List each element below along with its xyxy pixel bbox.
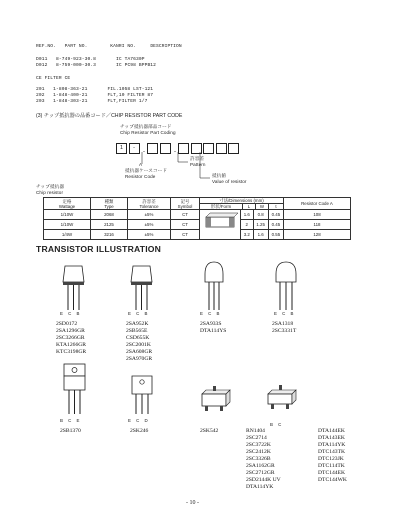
part-list: 2SA933S DTA114YS <box>200 321 227 334</box>
filter-title: CE FILTER CE <box>36 76 71 81</box>
pin-labels: B C <box>270 422 284 427</box>
pin-labels: E C B <box>200 311 222 316</box>
chip-resistor-table <box>43 197 351 240</box>
to220-transistor-icon <box>60 362 90 418</box>
page-number: - 10 - <box>186 500 199 506</box>
chip-shape-icon <box>200 211 240 237</box>
pin-labels: E C B <box>274 311 296 316</box>
part-list: RN1404 2SC2714 2SC3722K 2SC2412K 2SC3326B 2SA1162GR 2SC2712GR 2SD2144K UV DTA114YK <box>246 428 281 490</box>
filter-row: 203 1-848-303-21 FLT,FILTER 1/7 <box>36 99 148 104</box>
col-kanri-no: KANRI NO. <box>110 44 137 49</box>
part-list: 2SB1370 <box>60 428 81 434</box>
col-ref-no: REF.NO. <box>36 44 56 49</box>
filter-row: 201 1-808-363-21 FIL.1058 LST-121 <box>36 87 154 92</box>
chip-resistor-title: (3) チップ抵抗器の品番コード／CHIP RESISTOR PART CODE <box>36 113 183 119</box>
part-list: 2SA1318 2SC3331T <box>272 321 297 334</box>
section-heading: TRANSISTOR ILLUSTRATION <box>36 244 162 254</box>
table-row: 1/4W 3216 ±5% CT 3.2 1.6 0.55 128 <box>44 230 351 240</box>
to92-rounded-transistor-icon <box>270 258 304 314</box>
part-list: 2SK246 <box>130 428 149 434</box>
case-letter: A <box>139 162 143 167</box>
col-part-no: PART NO. <box>64 44 88 49</box>
chip-table-title-en: Chip resistor <box>36 190 64 195</box>
table-row: 1/10W 2068 ±5% CT 1.6 0.8 0.45 108 <box>44 210 351 220</box>
table-header-row: 定格 Wattage 種類 Type 許容差 Tolerance 記号 Symbol 寸法/Dimensions (mm) 形状/Form L W t Resistor Code A <box>44 198 351 210</box>
resistor-jp: 抵抗値 <box>212 173 227 178</box>
case-en: Resistor Code <box>125 174 156 179</box>
to92-rounded-transistor-icon <box>200 258 230 314</box>
chip-table-title-jp: チップ抵抗器 <box>36 184 65 189</box>
pin-labels: E C B <box>60 311 82 316</box>
code-label-en: Chip Resistor Part Coding <box>120 130 176 135</box>
to92-transistor-icon <box>128 262 158 314</box>
part-list: 2SA952K 2SB565E CSD655K 2SC2001K 2SA608GR 2SA970GR <box>126 321 153 362</box>
part-list: 2SD0172 2SA1296GR 2SC3266GR KTA1266GR KTC3198GR <box>56 321 87 355</box>
code-boxes: 1 -- - <box>116 140 241 158</box>
to126-transistor-icon <box>128 372 158 418</box>
pattern-jp: 許容差 <box>190 156 205 161</box>
to92-transistor-icon <box>60 262 90 314</box>
resistor-en: Value of resistor <box>212 179 247 184</box>
table-row: 1/10W 2125 ±5% CT 2 1.25 0.45 118 <box>44 220 351 230</box>
col-description: DESCRIPTION <box>150 44 182 49</box>
sot23-transistor-icon <box>262 380 302 420</box>
code-label-jp: チップ抵抗器部品コード <box>120 124 172 129</box>
pin-labels: B C E <box>60 418 82 423</box>
top-table-row: D012 8-759-000-30.3 IC PC98 BPPB12 <box>36 63 157 68</box>
top-table-row: D011 8-749-923-30.8 IC TA7630P <box>36 57 145 62</box>
pin-labels: E C D <box>128 418 150 423</box>
case-jp: 抵抗器ケースコード <box>125 168 168 173</box>
smd-transistor-icon <box>196 384 236 416</box>
pin-labels: E C B <box>128 311 150 316</box>
part-list: DTA144EK DTA143EK DTA114YK DTC143TK DTC123JK DTC114TK DTC144EK DTC144WK <box>318 428 347 483</box>
top-table-header <box>36 44 182 50</box>
pattern-en: Pattern <box>190 162 206 167</box>
filter-row: 202 1-848-400-21 FLT,10 FILTER 87 <box>36 93 154 98</box>
part-list: 2SK542 <box>200 428 219 434</box>
